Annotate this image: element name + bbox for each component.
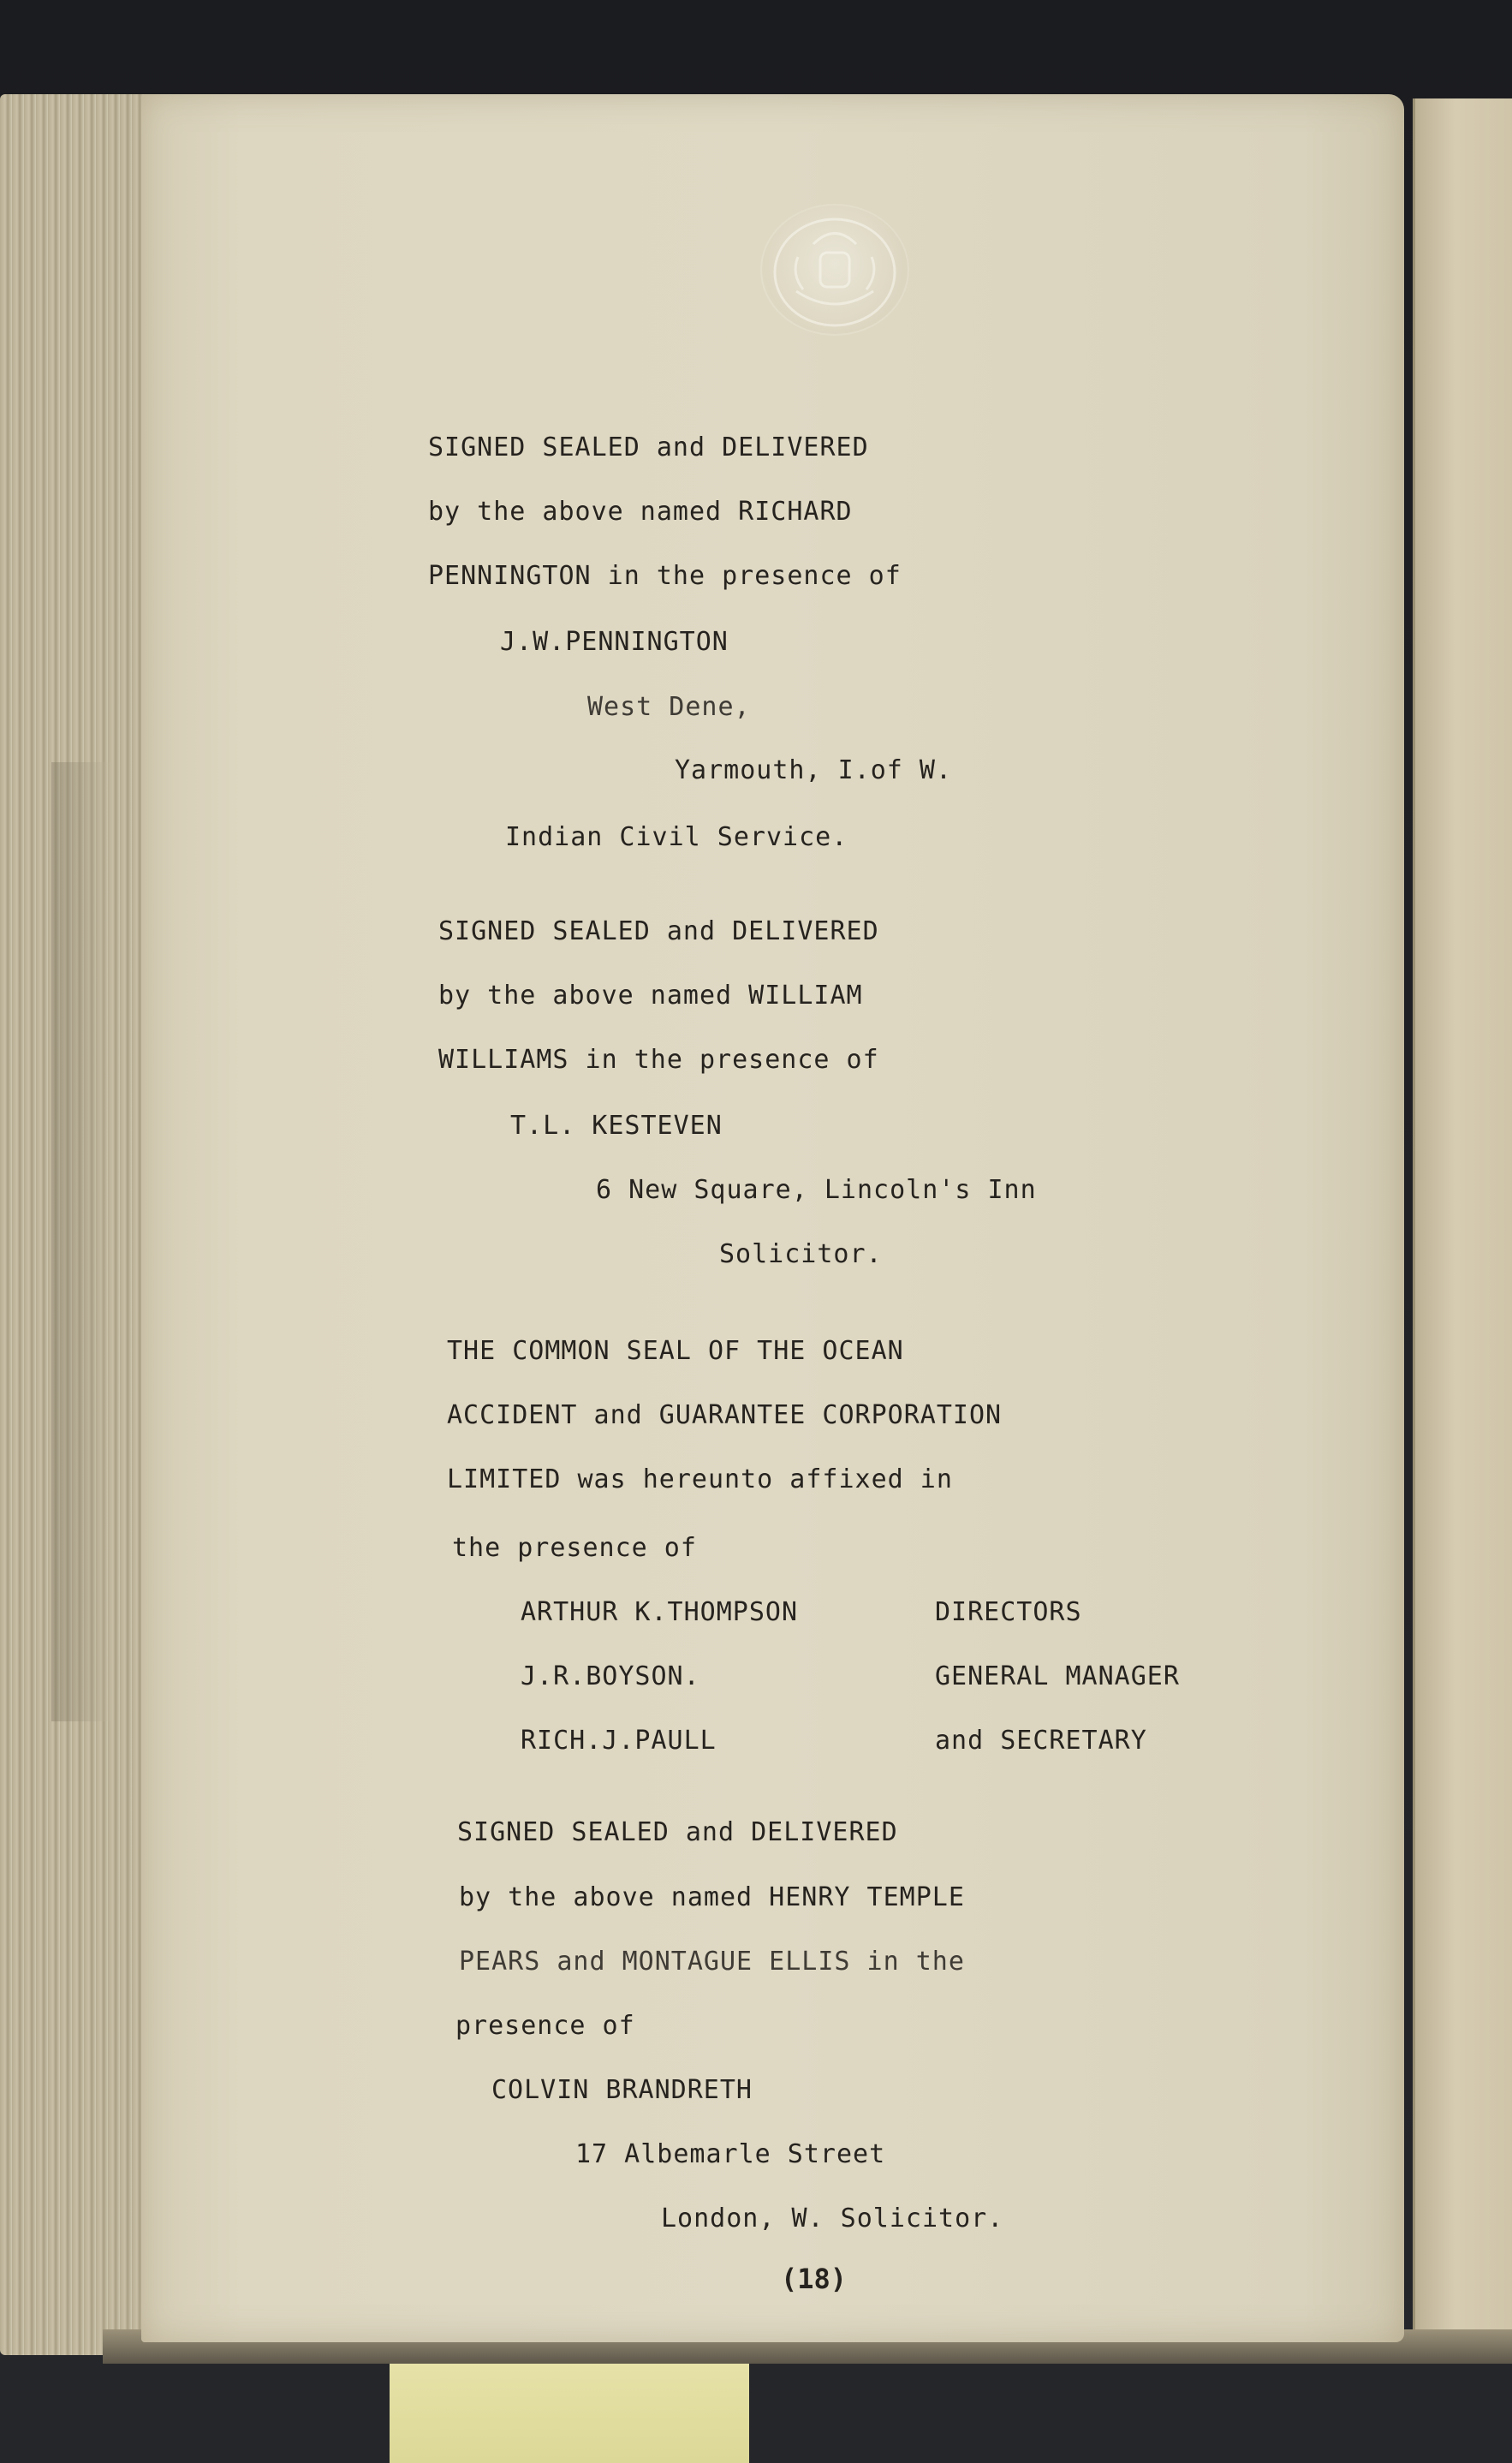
attestation-line: by the above named WILLIAM	[438, 981, 863, 1011]
adjacent-page	[1413, 98, 1512, 2342]
attestation-line: SIGNED SEALED and DELIVERED	[438, 916, 879, 946]
witness-name: T.L. KESTEVEN	[510, 1111, 723, 1141]
witness-address: London, W. Solicitor.	[661, 2204, 1004, 2233]
signatory-name: ARTHUR K.THOMPSON	[521, 1597, 799, 1627]
witness-description: Solicitor.	[719, 1239, 883, 1269]
attestation-line: SIGNED SEALED and DELIVERED	[457, 1817, 898, 1847]
attestation-line: by the above named HENRY TEMPLE	[459, 1882, 965, 1912]
page-number: (18)	[781, 2263, 848, 2295]
embossed-seal	[762, 206, 908, 334]
attestation-line: PENNINGTON in the presence of	[428, 561, 902, 591]
document-page	[141, 94, 1404, 2342]
royal-arms-icon	[762, 206, 908, 334]
witness-address: 17 Albemarle Street	[575, 2139, 886, 2169]
witness-address: 6 New Square, Lincoln's Inn	[596, 1175, 1037, 1205]
stacked-page-edges	[0, 94, 150, 2355]
signatory-role: DIRECTORS	[935, 1597, 1082, 1627]
attestation-line: WILLIAMS in the presence of	[438, 1045, 879, 1075]
attestation-line: presence of	[455, 2011, 635, 2041]
signatory-name: RICH.J.PAULL	[521, 1726, 717, 1756]
seal-clause-line: LIMITED was hereunto affixed in	[447, 1464, 953, 1494]
seal-clause-line: THE COMMON SEAL OF THE OCEAN	[447, 1336, 904, 1366]
witness-description: Indian Civil Service.	[505, 822, 848, 852]
witness-address: West Dene,	[587, 692, 751, 722]
signatory-role: GENERAL MANAGER	[935, 1661, 1180, 1691]
attestation-line: by the above named RICHARD	[428, 497, 853, 527]
seal-clause-line: ACCIDENT and GUARANTEE CORPORATION	[447, 1400, 1003, 1430]
witness-address: Yarmouth, I.of W.	[675, 755, 953, 785]
signatory-role: and SECRETARY	[935, 1726, 1147, 1756]
seal-clause-line: the presence of	[452, 1533, 697, 1563]
signatory-name: J.R.BOYSON.	[521, 1661, 700, 1691]
witness-name: J.W.PENNINGTON	[500, 627, 729, 657]
attestation-line: PEARS and MONTAGUE ELLIS in the	[459, 1947, 965, 1977]
witness-name: COLVIN BRANDRETH	[491, 2075, 753, 2105]
attestation-line: SIGNED SEALED and DELIVERED	[428, 432, 869, 462]
paper-slip	[390, 2364, 749, 2463]
